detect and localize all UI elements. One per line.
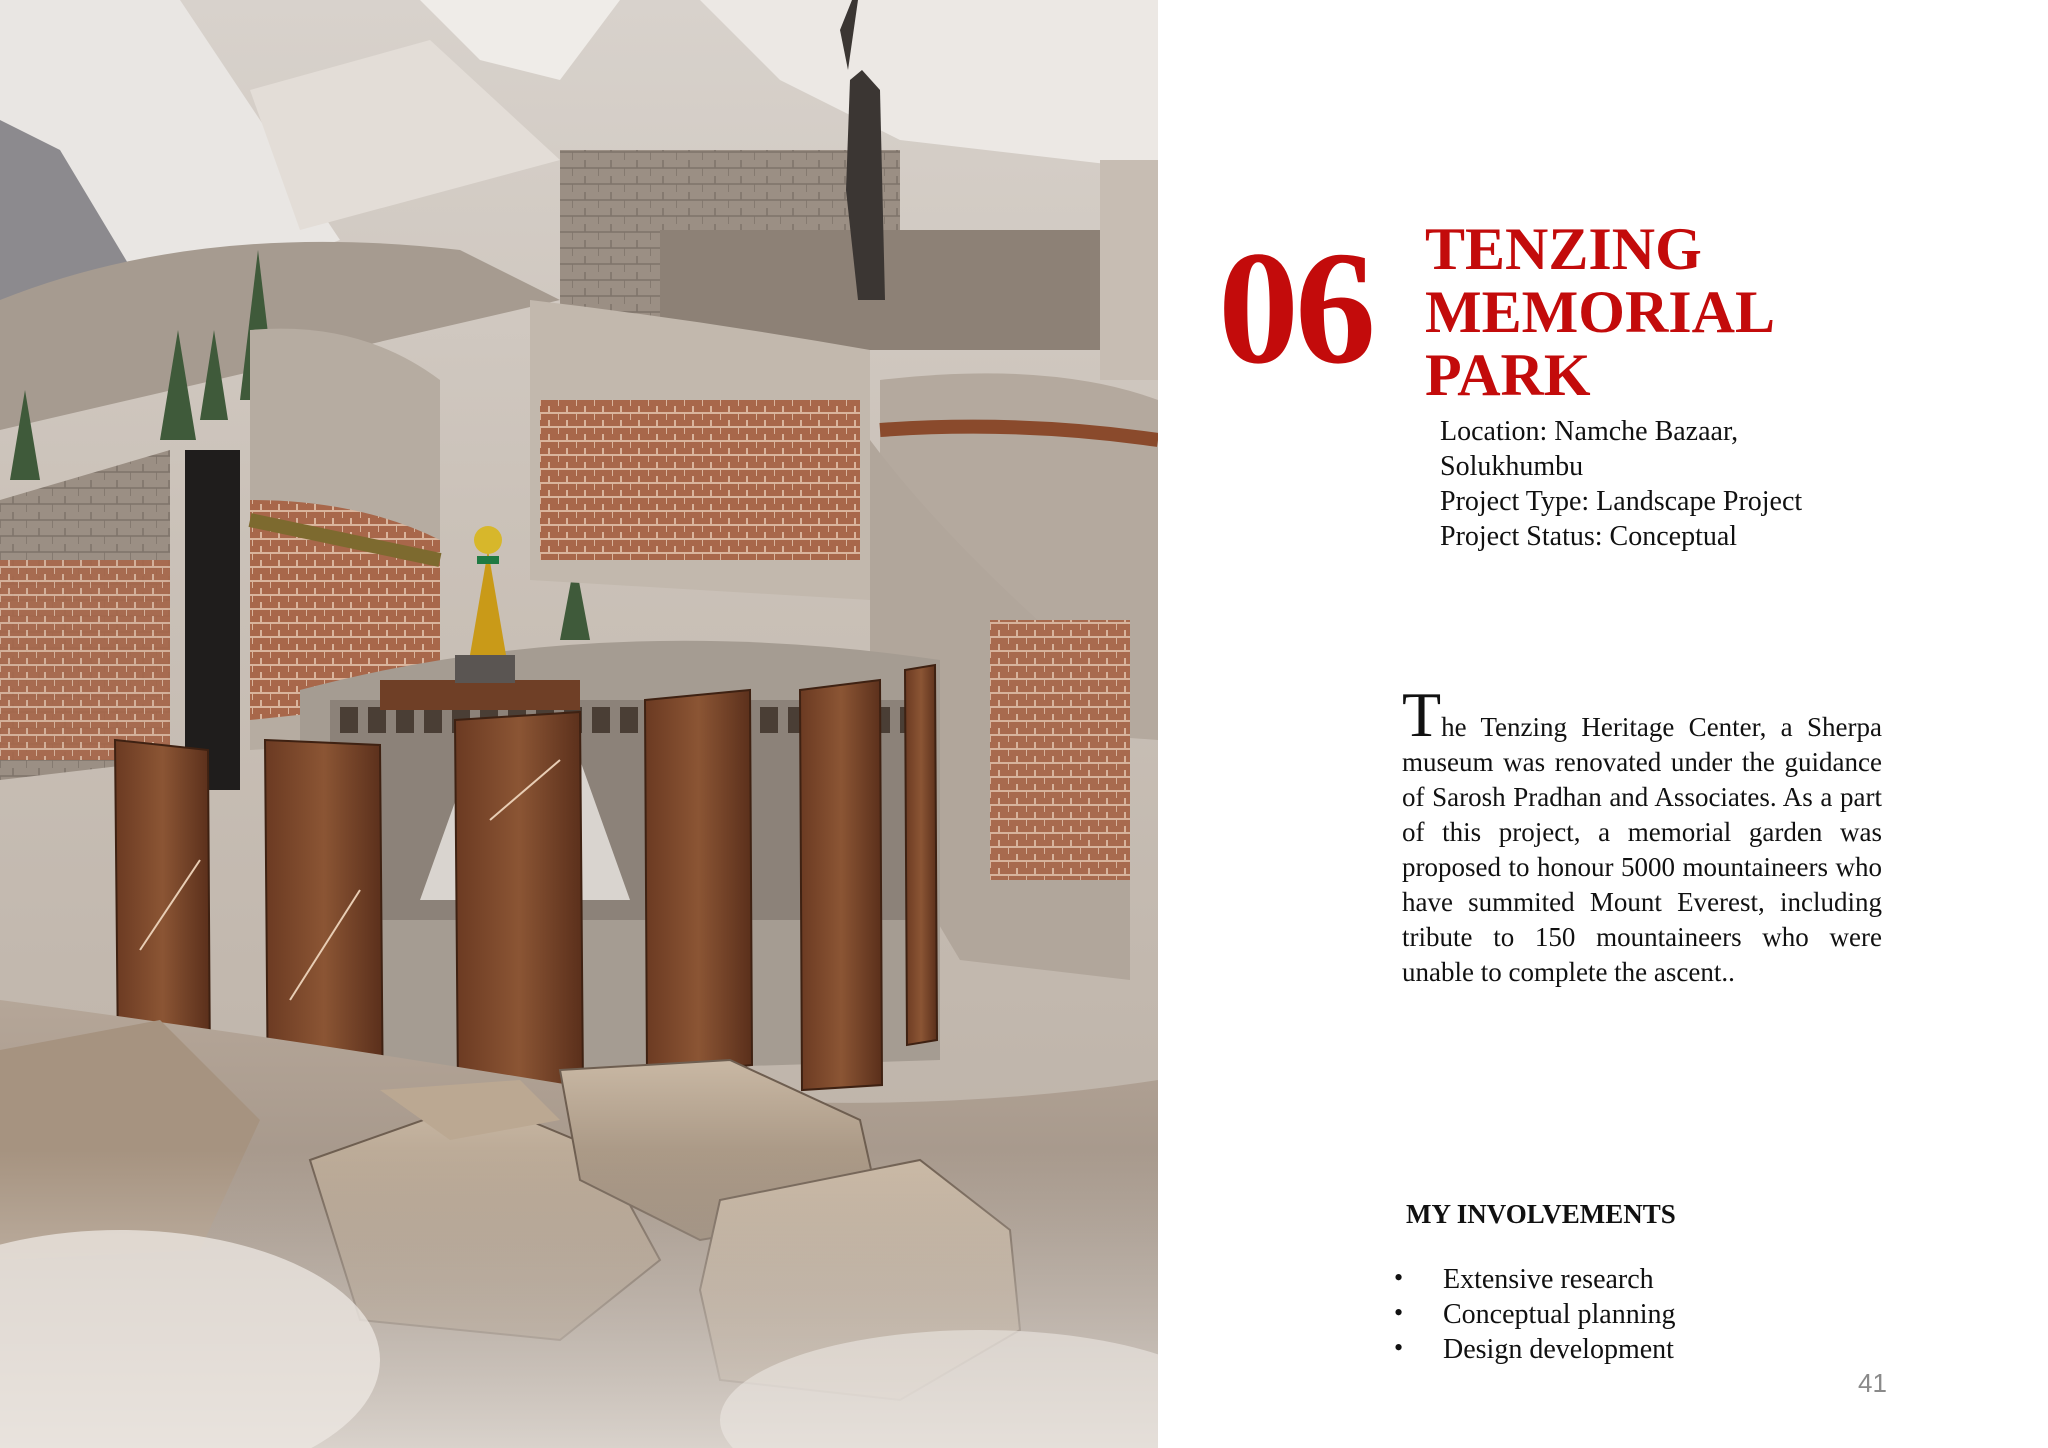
project-meta <box>1440 414 1940 554</box>
project-description <box>1402 679 1882 990</box>
involvement-label: Extensive research <box>1443 1264 1654 1295</box>
page-number: 41 <box>1858 1368 1887 1398</box>
bullet-icon: • <box>1394 1298 1404 1327</box>
description-text: he Tenzing Heritage Center, a Sherpa museum was renovated under the guidance of Sarosh Pradhan and Associates. As a part of this project, a memorial garden was proposed to honour 5000 mountaineers who have summited Mount Everest, including tribute to 150 mountaineers who were unable to complete the ascent.. <box>1402 712 1882 987</box>
bullet-icon: • <box>1394 1333 1404 1362</box>
involvement-label: Conceptual planning <box>1443 1299 1676 1330</box>
project-title-line: MEMORIAL <box>1425 279 1775 345</box>
project-title <box>1425 218 1985 407</box>
meta-location: Location: Namche Bazaar, <box>1440 416 1739 447</box>
list-item <box>1390 1297 1810 1332</box>
meta-location-district: Solukhumbu <box>1440 451 1584 482</box>
project-title-line: PARK <box>1425 342 1591 408</box>
bullet-icon: • <box>1394 1263 1404 1292</box>
involvement-label: Design development <box>1443 1334 1674 1365</box>
list-item <box>1390 1332 1810 1367</box>
list-item <box>1390 1262 1810 1297</box>
project-title-line: TENZING <box>1425 216 1702 282</box>
project-number: 06 <box>1218 219 1372 398</box>
meta-project-status: Project Status: Conceptual <box>1440 521 1738 552</box>
meta-project-type: Project Type: Landscape Project <box>1440 486 1803 517</box>
involvements-list <box>1390 1262 1810 1367</box>
involvements-heading: MY INVOLVEMENTS <box>1406 1199 1676 1229</box>
dropcap-letter: T <box>1402 679 1442 750</box>
